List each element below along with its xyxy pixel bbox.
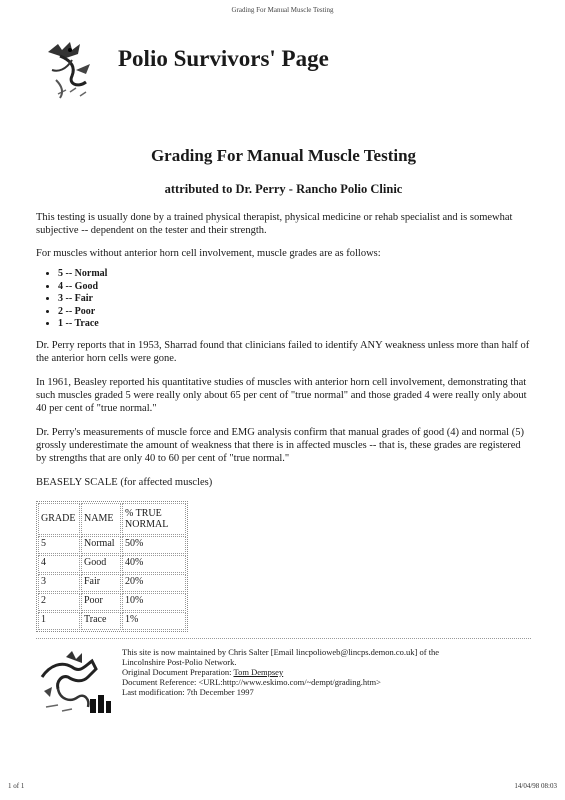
grades-list bbox=[36, 268, 531, 331]
table-cell: Fair bbox=[81, 574, 121, 592]
author-link[interactable]: Tom Dempsey bbox=[233, 666, 284, 677]
beasley-scale-table bbox=[36, 501, 188, 632]
column-header-percent: % TRUE NORMAL bbox=[122, 503, 186, 535]
table-cell: 1 bbox=[38, 612, 80, 630]
grades-intro-paragraph: For muscles without anterior horn cell involvement, muscle grades are as follows: bbox=[36, 248, 381, 259]
list-item: • 3 -- Fair bbox=[58, 293, 531, 306]
footer-network: Lincolnshire Post-Polio Network. bbox=[122, 656, 237, 667]
table-cell: 10% bbox=[122, 593, 186, 611]
table-cell: 3 bbox=[38, 574, 80, 592]
footer-text bbox=[122, 647, 439, 719]
perry-1953-paragraph: Dr. Perry reports that in 1953, Sharrad found that clinicians failed to identify ANY weakness unless more than half of the anterior horn cells were gone. bbox=[36, 339, 530, 364]
footer bbox=[36, 647, 531, 719]
table-row bbox=[38, 536, 186, 554]
footer-maintainer: This site is now maintained by Chris Salter [Email lincpolioweb@lincps.demon.co.uk] of the bbox=[122, 646, 440, 657]
table-cell: 5 bbox=[38, 536, 80, 554]
column-header-name: NAME bbox=[81, 503, 121, 535]
scale-title: BEASELY SCALE (for affected muscles) bbox=[36, 476, 213, 488]
table-cell: 40% bbox=[122, 555, 186, 573]
footer-preparation-label: Original Document Preparation: bbox=[122, 666, 234, 677]
table-cell: Poor bbox=[81, 593, 121, 611]
table-cell: 50% bbox=[122, 536, 186, 554]
table-row bbox=[38, 574, 186, 592]
list-item: • 5 -- Normal bbox=[58, 268, 531, 281]
doc-subtitle: attributed to Dr. Perry - Rancho Polio Clinic bbox=[164, 182, 403, 196]
print-header: Grading For Manual Muscle Testing bbox=[231, 6, 334, 14]
site-title: Polio Survivors' Page bbox=[118, 46, 329, 71]
divider bbox=[36, 638, 531, 639]
intro-paragraph: This testing is usually done by a trained physical therapist, physical medicine or rehab specialist and is somewhat subjective -- dependent on the tester and their strength. bbox=[36, 212, 513, 236]
page bbox=[36, 30, 531, 719]
perry-emg-paragraph: Dr. Perry's measurements of muscle force and EMG analysis confirm that manual grades of good (4) and normal (5) grossly underestimate the amount of weakness that there is in affected muscles -- that is, these grades are registered by strengths that are only 40 to 60 per cent of "true normal." bbox=[36, 426, 524, 464]
table-cell: 4 bbox=[38, 555, 80, 573]
list-item: • 4 -- Good bbox=[58, 281, 531, 294]
page-count: 1 of 1 bbox=[8, 782, 25, 790]
beasley-1961-paragraph: In 1961, Beasley reported his quantitative studies of muscles with anterior horn cell involvement, demonstrating that such muscles graded 5 were really only about 65 per cent of "true normal" and those graded 4 were really only about 40 per cent of "true normal." bbox=[36, 376, 527, 414]
list-item: • 2 -- Poor bbox=[58, 306, 531, 319]
list-item: • 1 -- Trace bbox=[58, 318, 531, 331]
doc-title: Grading For Manual Muscle Testing bbox=[150, 146, 417, 165]
footer-preparation bbox=[122, 667, 439, 677]
dragon-icon bbox=[36, 647, 114, 719]
table-cell: Good bbox=[81, 555, 121, 573]
table-cell: 20% bbox=[122, 574, 186, 592]
table-row bbox=[38, 555, 186, 573]
footer-modified: Last modification: 7th December 1997 bbox=[122, 686, 254, 697]
column-header-grade: GRADE bbox=[38, 503, 80, 535]
table-cell: 1% bbox=[122, 612, 186, 630]
table-row bbox=[38, 593, 186, 611]
footer-reference: Document Reference: <URL:http://www.eskimo.com/~dempt/grading.htm> bbox=[122, 676, 381, 687]
dragon-icon bbox=[36, 30, 116, 110]
table-cell: Trace bbox=[81, 612, 121, 630]
print-timestamp: 14/04/98 08:03 bbox=[514, 782, 557, 790]
table-cell: Normal bbox=[81, 536, 121, 554]
table-cell: 2 bbox=[38, 593, 80, 611]
table-row bbox=[38, 612, 186, 630]
site-header bbox=[36, 30, 531, 110]
table-header-row bbox=[38, 503, 186, 535]
